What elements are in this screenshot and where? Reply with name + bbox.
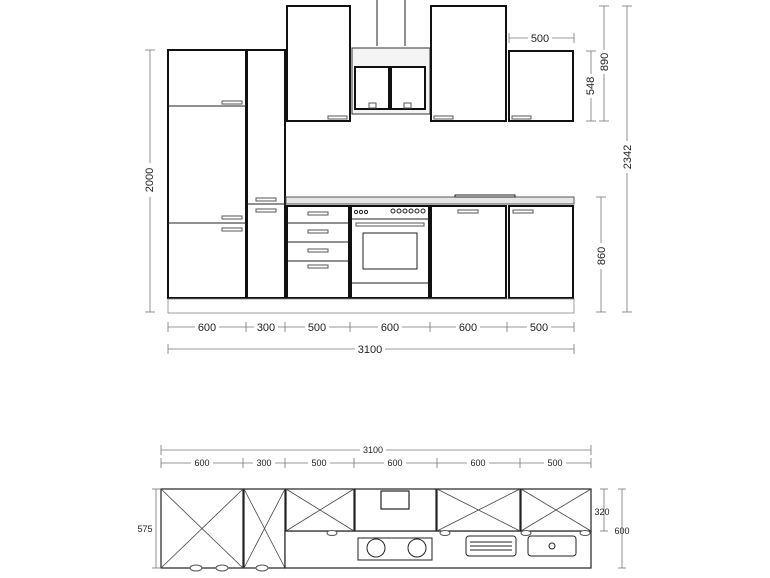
plan-width-dimension-row: [161, 457, 591, 469]
plan-depth-tall: 575: [137, 524, 153, 534]
plan-depth-600: [614, 489, 629, 568]
base-height-dimension: [594, 197, 610, 312]
hood-light-right: [404, 103, 411, 108]
total-width-dimension: [168, 342, 574, 356]
plan-width-300: 300: [256, 458, 272, 468]
total-height-dimension: [620, 6, 636, 312]
wall-cabinet-handle-right: [434, 116, 453, 119]
drawer-handle-4: [308, 265, 328, 268]
narrow-handle-top: [256, 198, 276, 201]
cooktop-strip: [455, 195, 515, 197]
elev-wall-width-500: 500: [530, 33, 550, 45]
wall-width-dimension: [509, 31, 574, 45]
plan-depth-320: [594, 489, 609, 531]
plan-total-width-dimension: [161, 444, 591, 456]
elev-total-width: 3100: [357, 344, 383, 356]
width-dimension-row: [168, 320, 574, 334]
plan-depth-wall: 320: [594, 507, 610, 517]
base-handle-500: [513, 210, 533, 213]
plan-width-600-b: 600: [387, 458, 403, 468]
elev-width-600-a: 600: [197, 322, 217, 334]
base-handle-600: [458, 210, 478, 213]
fridge-handle-mid: [222, 216, 242, 219]
base-cabinet-600: [431, 206, 506, 298]
plan-view: [137, 444, 629, 571]
tall-cabinet-fridge: [168, 50, 246, 298]
plan-total-width: 3100: [362, 445, 384, 455]
plan-width-500-b: 500: [547, 458, 563, 468]
elev-width-300: 300: [256, 322, 276, 334]
plan-hood-chimney: [381, 491, 409, 509]
plan-width-500-a: 500: [311, 458, 327, 468]
plan-depth-575: [137, 489, 160, 568]
plan-base-outline: [285, 531, 591, 568]
elev-height-548: 548: [585, 76, 597, 96]
elev-width-600-b: 600: [380, 322, 400, 334]
plan-depth-base: 600: [614, 526, 630, 536]
countertop: [286, 197, 574, 204]
elev-height-890: 890: [599, 52, 611, 72]
drawer-handle-2: [308, 230, 328, 233]
oven-handle: [356, 223, 424, 226]
wall-cabinet-handle-short: [512, 116, 531, 119]
elev-width-500-b: 500: [529, 322, 549, 334]
fridge-handle-top: [222, 101, 242, 104]
drawer-handle-1: [308, 212, 328, 215]
elev-width-500-a: 500: [307, 322, 327, 334]
narrow-handle-bottom: [256, 209, 276, 212]
elev-height-2000: 2000: [144, 167, 156, 193]
drawer-handle-3: [308, 249, 328, 252]
wall-height-dimensions: [584, 6, 613, 121]
plinth: [168, 299, 574, 313]
elev-height-2342: 2342: [622, 144, 634, 170]
tall-cabinet-narrow: [247, 50, 285, 298]
base-cabinet-500: [509, 206, 573, 298]
tall-height-dimension: [142, 50, 158, 312]
wall-cabinet-tall-left: [287, 6, 350, 121]
front-elevation: [142, 0, 636, 356]
hood-light-left: [369, 103, 376, 108]
elev-width-600-c: 600: [458, 322, 478, 334]
wall-cabinet-handle-left: [328, 116, 347, 119]
wall-cabinet-tall-right: [431, 6, 506, 121]
fridge-handle-bottom: [222, 228, 242, 231]
wall-cabinet-short: [509, 51, 573, 121]
plan-width-600-a: 600: [194, 458, 210, 468]
plan-width-600-c: 600: [470, 458, 486, 468]
elev-height-860: 860: [596, 246, 608, 266]
